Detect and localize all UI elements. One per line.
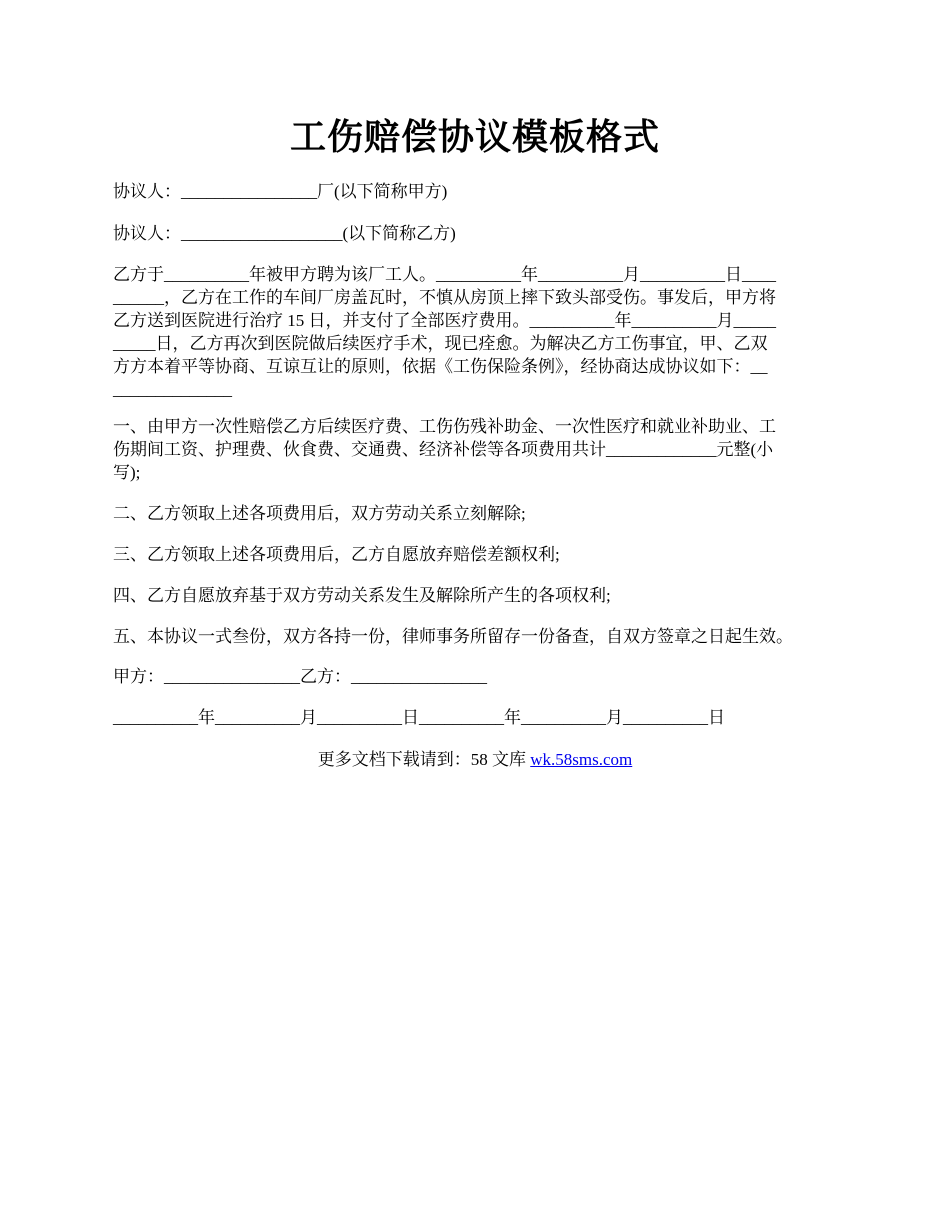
footer-link[interactable]: wk.58sms.com (530, 750, 633, 769)
background-line: 方方本着平等协商、互谅互让的原则，依据《工伤保险条例》，经协商达成协议如下：__ (113, 357, 768, 376)
clause-4 (113, 584, 840, 607)
clause-3 (113, 543, 840, 566)
date-line (113, 706, 840, 729)
clause-5-text: 五、本协议一式叁份，双方各持一份，律师事务所留存一份备查，自双方签章之日起生效。 (113, 627, 793, 646)
date-text: __________年__________月__________日__________年__________月__________日 (113, 708, 725, 727)
background-line: 乙方送到医院进行治疗 15 日，并支付了全部医疗费用。__________年__________月_____ (113, 311, 776, 330)
footer-text: 更多文档下载请到：58 文库 (317, 750, 531, 769)
background-line: 乙方于__________年被甲方聘为该厂工人。__________年__________月__________日____ (113, 265, 776, 284)
clause-4-text: 四、乙方自愿放弃基于双方劳动关系发生及解除所产生的各项权利; (113, 586, 611, 605)
document-title: 工伤赔偿协议模板格式 (289, 117, 660, 157)
clause-5 (113, 625, 840, 648)
signature-text: 甲方：________________乙方：________________ (113, 667, 487, 686)
party-b-line (113, 222, 840, 245)
signature-line (113, 665, 840, 688)
background-line: ______________ (113, 380, 232, 399)
background-paragraph (113, 263, 840, 401)
footer (0, 748, 950, 771)
clause-1 (113, 415, 840, 484)
clause-3-text: 三、乙方领取上述各项费用后，乙方自愿放弃赔偿差额权利; (113, 545, 560, 564)
clause-1-line: 写); (113, 463, 141, 482)
background-line: ______，乙方在工作的车间厂房盖瓦时，不慎从房顶上摔下致头部受伤。事发后，甲方将 (113, 288, 776, 307)
clause-1-line: 伤期间工资、护理费、伙食费、交通费、经济补偿等各项费用共计_____________元整(小 (113, 440, 774, 459)
party-b-text: 协议人：___________________(以下简称乙方) (113, 224, 456, 243)
background-line: _____日，乙方再次到医院做后续医疗手术，现已痊愈。为解决乙方工伤事宜，甲、乙双 (113, 334, 768, 353)
clause-2-text: 二、乙方领取上述各项费用后，双方劳动关系立刻解除; (113, 504, 526, 523)
party-a-line (113, 180, 840, 203)
clause-2 (113, 502, 840, 525)
party-a-text: 协议人：________________厂(以下简称甲方) (113, 182, 448, 201)
clause-1-line: 一、由甲方一次性赔偿乙方后续医疗费、工伤伤残补助金、一次性医疗和就业补助业、工 (113, 417, 776, 436)
